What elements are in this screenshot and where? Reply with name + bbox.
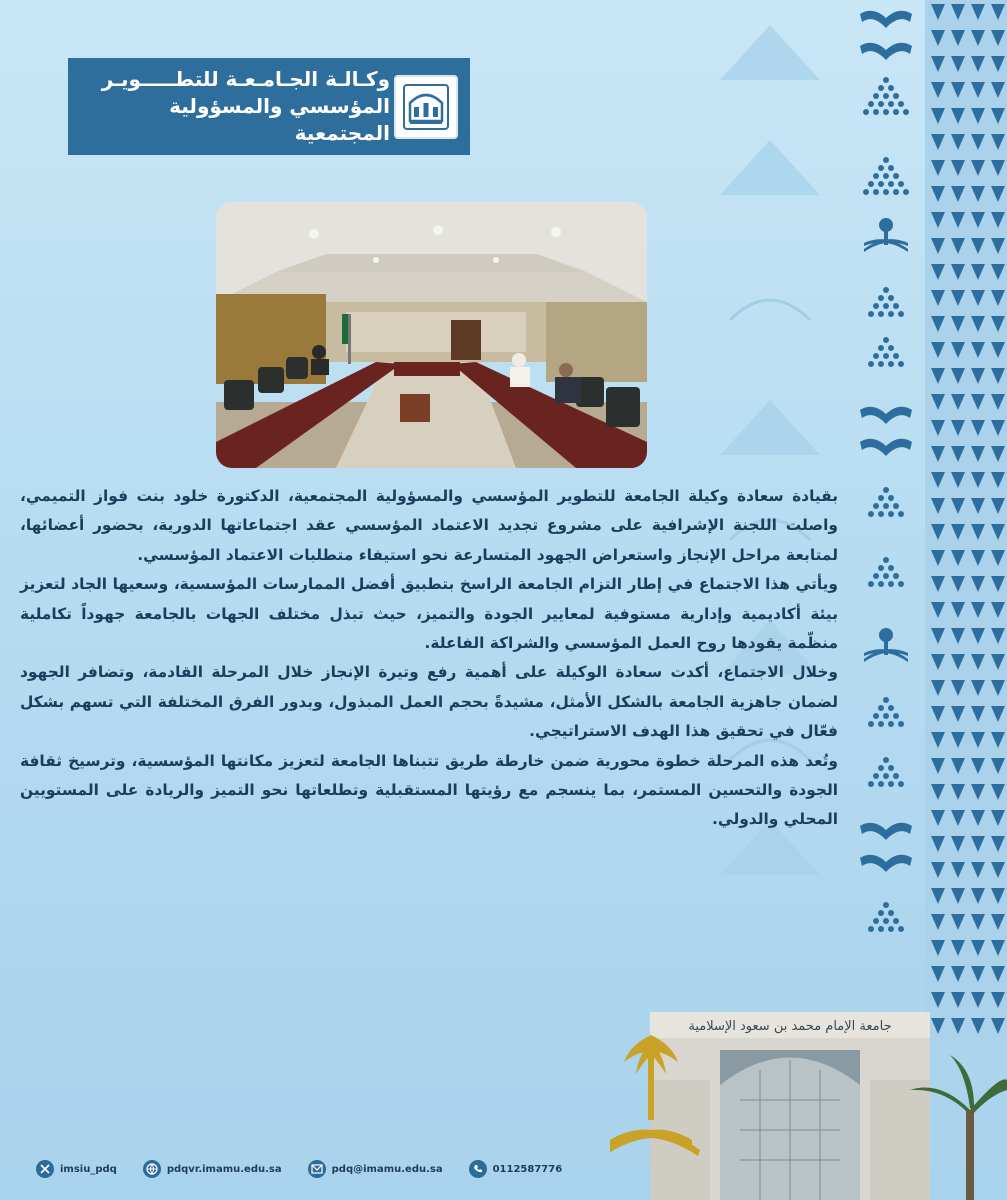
article-paragraph: وخلال الاجتماع، أكدت سعادة الوكيلة على أهمية رفع وتيرة الإنجاز خلال المرحلة القادمة، وتضافر الجهود لضمان جاهزية الجامعة بالشكل الأمثل، مشيدةً بحجم العمل المبذول، وبدور الفرق المختلفة التي تسهم بشكل فعّال في تحقيق هذا الهدف الاستراتيجي. — [20, 663, 838, 741]
article-paragraph: ويأتي هذا الاجتماع في إطار التزام الجامعة الراسخ بتطبيق أفضل الممارسات المؤسسية، وسعيها الجاد لتعزيز بيئة أكاديمية وإدارية مستوفية لمعايير الجودة والتميز، حيث تبذل مختلف الجهات بالجامعة جهوداً تكاملية منظّمة يقودها روح العمل المؤسسي والشراكة الفاعلة. — [20, 575, 838, 653]
triangle-pattern-column — [925, 0, 1007, 1040]
email-contact[interactable] — [308, 1160, 443, 1178]
phone-number: 0112587776 — [492, 1163, 563, 1175]
x-twitter-icon — [36, 1160, 54, 1178]
article-paragraph: بقيادة سعادة وكيلة الجامعة للتطوير المؤسسي والمسؤولية المجتمعية، الدكتورة خلود بنت فواز التميمي، واصلت اللجنة الإشرافية على مشروع تجديد الاعتماد المؤسسي عقد اجتماعاتها الدورية، بحضور أعضائها، لمتابعة مراحل الإنجاز واستعراض الجهود المتسارعة نحو استيفاء متطلبات الاعتماد المؤسسي. — [20, 487, 838, 564]
footer-contacts — [36, 1158, 562, 1180]
email-address: pdq@imamu.edu.sa — [331, 1163, 443, 1175]
gate-inscription: جامعة الإمام محمد بن سعود الإسلامية — [688, 1019, 892, 1034]
article-paragraph: وتُعد هذه المرحلة خطوة محورية ضمن خارطة طريق تتبناها الجامعة لتعزيز مكانتها المؤسسية، وترسيخ ثقافة الجودة والتحسين المستمر، بما ينسجم مع رؤيتها المستقبلية وتطلعاتها نحو التميز والريادة على المستويين المحلي والدولي. — [20, 751, 838, 829]
decorative-pattern-column — [848, 0, 925, 1000]
header-title-line2: المؤسسي والمسؤولية المجتمعية — [169, 94, 390, 145]
header-title-line1: وكـالـة الجـامـعـة للتطـــــويـر — [101, 67, 390, 91]
header-title — [80, 66, 394, 147]
website-contact[interactable] — [143, 1160, 282, 1178]
university-logo-icon — [394, 75, 458, 139]
university-gate-image — [610, 990, 1007, 1200]
article-body — [20, 482, 838, 835]
twitter-handle: imsiu_pdq — [60, 1163, 117, 1175]
phone-icon — [469, 1160, 487, 1178]
globe-icon — [143, 1160, 161, 1178]
website-url: pdqvr.imamu.edu.sa — [166, 1163, 282, 1175]
twitter-contact[interactable] — [36, 1160, 117, 1178]
email-icon — [308, 1160, 326, 1178]
phone-contact[interactable] — [469, 1160, 563, 1178]
header-banner — [68, 58, 470, 155]
meeting-room-photo — [216, 202, 647, 468]
